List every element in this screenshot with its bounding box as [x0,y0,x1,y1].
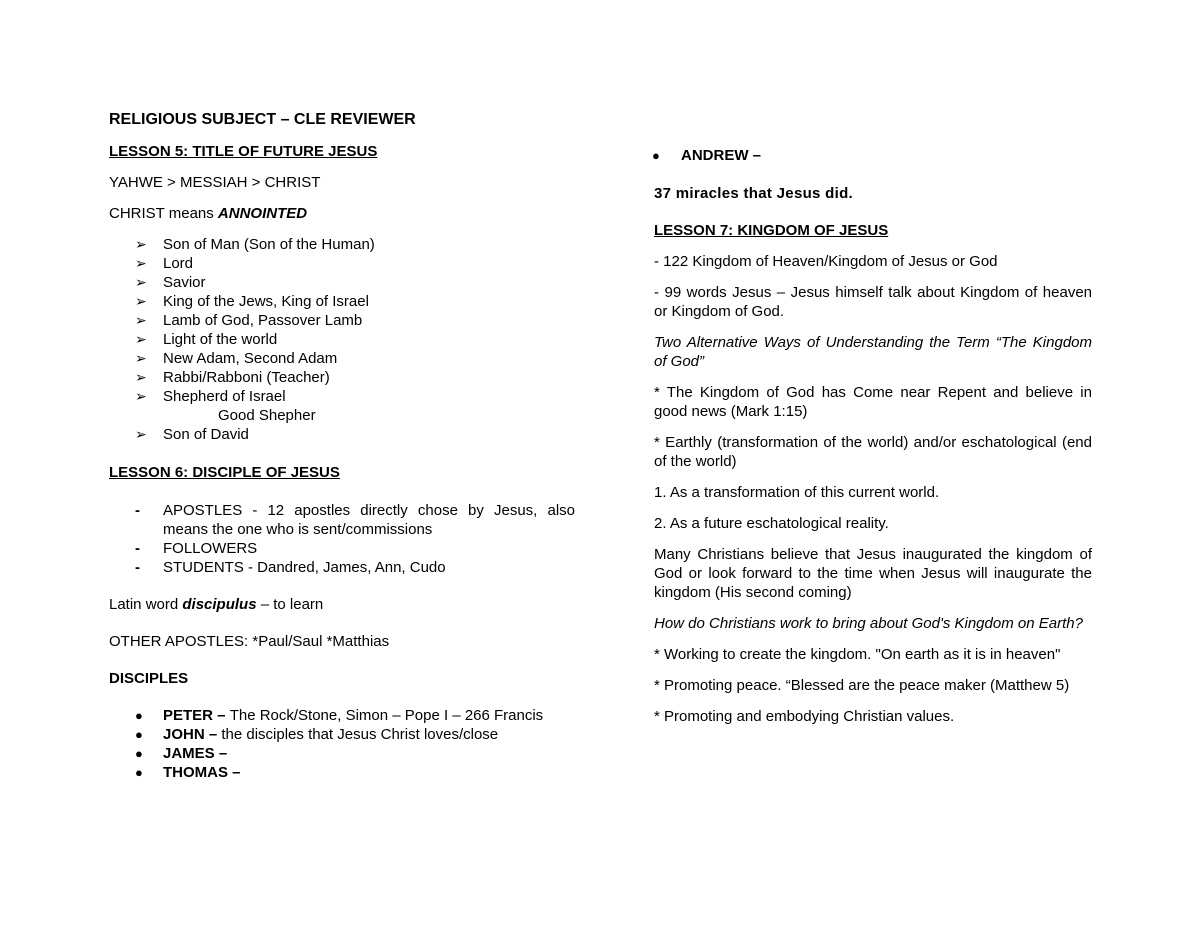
paragraph: How do Christians work to bring about God's Kingdom on Earth? [654,615,1083,632]
dash-bullet-icon: - [135,559,140,576]
paragraph: 2. As a future eschatological reality. [654,515,889,532]
paragraph: * Working to create the kingdom. "On earth as it is in heaven" [654,646,1061,663]
andrew-list [600,146,1092,165]
paragraph: Many Christians believe that Jesus inaugurated the kingdom of God or look forward to the time when Jesus will inaugurate the kingdom (His second coming) [654,546,1092,601]
latin-word-line: Latin word discipulus – to learn [109,596,324,613]
list-item: ● JOHN – the disciples that Jesus Christ loves/close [135,726,499,743]
christ-meaning [109,204,575,223]
arrow-bullet-icon: ➢ [135,331,147,347]
list-item: ➢ New Adam, Second Adam [135,350,338,367]
dot-bullet-icon: ● [135,708,143,723]
list-item: ● JAMES – [135,745,228,762]
dot-bullet-icon: ● [135,746,143,761]
dot-bullet-icon: ● [652,148,660,163]
list-item: ➢ King of the Jews, King of Israel [135,293,369,310]
arrow-bullet-icon: ➢ [135,388,147,404]
list-item: ➢ Shepherd of Israel [135,388,286,405]
right-column [654,146,1092,726]
list-item: ➢ Rabbi/Rabboni (Teacher) [135,369,330,386]
paragraph: 1. As a transformation of this current world. [654,484,940,501]
paragraph: * Promoting peace. “Blessed are the peace maker (Matthew 5) [654,677,1070,694]
list-item: ➢ Light of the world [135,331,278,348]
arrow-bullet-icon: ➢ [135,350,147,366]
list-item: ➢ Lord [135,255,194,272]
list-item: - STUDENTS - Dandred, James, Ann, Cudo [135,559,446,576]
disciples-list [109,706,575,782]
arrow-bullet-icon: ➢ [135,426,147,442]
document-title: RELIGIOUS SUBJECT – CLE REVIEWER [109,111,416,128]
list-item: ● PETER – The Rock/Stone, Simon – Pope I – 266 Francis [135,707,544,724]
left-column [109,110,575,782]
paragraph: * Promoting and embodying Christian values. [654,708,955,725]
list-item: ● ANDREW – [652,147,762,164]
arrow-bullet-icon: ➢ [135,236,147,252]
list-item: - FOLLOWERS [135,540,258,557]
yahwe-line: YAHWE > MESSIAH > CHRIST [109,174,321,191]
titles-list [109,235,575,444]
list-item: ➢ Son of David [135,426,249,443]
arrow-bullet-icon: ➢ [135,369,147,385]
paragraph: - 99 words Jesus – Jesus himself talk about Kingdom of heaven or Kingdom of God. [654,284,1092,320]
paragraph: * Earthly (transformation of the world) and/or eschatological (end of the world) [654,434,1092,470]
list-item: ● THOMAS – [135,764,241,781]
paragraph: - 122 Kingdom of Heaven/Kingdom of Jesus or God [654,253,998,270]
arrow-bullet-icon: ➢ [135,312,147,328]
list-subitem: Good Shepher [218,407,316,424]
dot-bullet-icon: ● [135,727,143,742]
lesson6-heading: LESSON 6: DISCIPLE OF JESUS [109,464,340,481]
list-item: ➢ Lamb of God, Passover Lamb [135,312,363,329]
miracles-line: 37 miracles that Jesus did. [654,185,854,202]
other-apostles: OTHER APOSTLES: *Paul/Saul *Matthias [109,633,390,650]
dot-bullet-icon: ● [135,765,143,780]
list-item: ➢ Son of Man (Son of the Human) [135,236,375,253]
list-item: - APOSTLES - 12 apostles directly chose by Jesus, also means the one who is sent/commissions [135,502,575,538]
lesson5-heading: LESSON 5: TITLE OF FUTURE JESUS [109,143,378,160]
dash-bullet-icon: - [135,540,140,557]
paragraph: * The Kingdom of God has Come near Repent and believe in good news (Mark 1:15) [654,384,1092,420]
christ-prefix: CHRIST means [109,205,218,222]
latin-word: discipulus [182,596,257,613]
dash-bullet-icon: - [135,502,140,519]
christ-word: ANNOINTED [217,205,308,222]
arrow-bullet-icon: ➢ [135,255,147,271]
arrow-bullet-icon: ➢ [135,293,147,309]
lesson7-heading: LESSON 7: KINGDOM OF JESUS [654,222,889,239]
disciple-types-list [109,501,575,577]
paragraph: Two Alternative Ways of Understanding the Term “The Kingdom of God” [654,334,1092,370]
arrow-bullet-icon: ➢ [135,274,147,290]
list-item: ➢ Savior [135,274,206,291]
disciples-heading: DISCIPLES [109,670,189,687]
